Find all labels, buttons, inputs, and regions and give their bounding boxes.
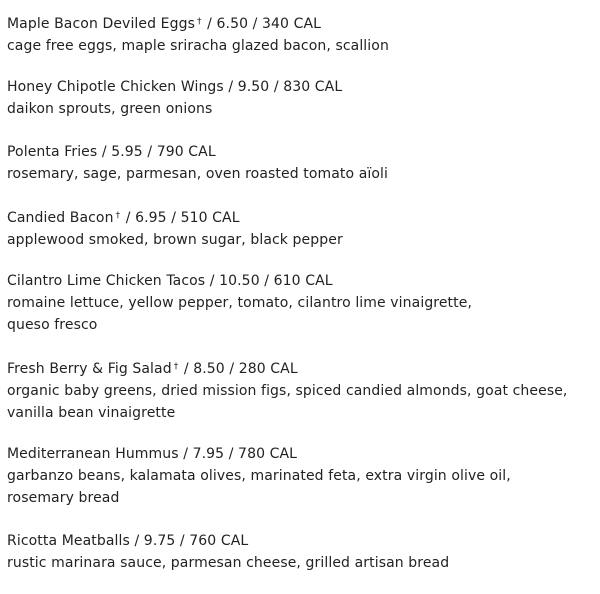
menu-item-description-continued: queso fresco <box>7 317 98 333</box>
menu-item-description-continued: vanilla bean vinaigrette <box>7 405 176 421</box>
menu-item-description: organic baby greens, dried mission figs, spiced candied almonds, goat cheese, <box>7 383 568 399</box>
menu-item-cilantro-lime-chicken-tacos <box>7 270 590 336</box>
menu-item-name: Candied Bacon <box>7 210 114 226</box>
menu-item-ricotta-meatballs <box>7 530 590 574</box>
menu-item-description: applewood smoked, brown sugar, black pepper <box>7 232 343 248</box>
menu-item-maple-bacon-deviled-eggs <box>7 11 590 57</box>
dagger-marker: † <box>173 362 179 372</box>
menu-item-title <box>7 205 590 229</box>
menu-item-title <box>7 270 590 292</box>
menu-item-description: rustic marinara sauce, parmesan cheese, grilled artisan bread <box>7 555 450 571</box>
menu-item-price-calories: / 6.50 / 340 CAL <box>202 16 322 32</box>
menu-item-price-calories: / 9.50 / 830 CAL <box>223 79 343 95</box>
menu-item-title <box>7 530 590 552</box>
menu-item-fresh-berry-fig-salad <box>7 356 590 424</box>
dagger-marker: † <box>115 211 121 221</box>
menu-item-description: daikon sprouts, green onions <box>7 101 213 117</box>
dagger-marker: † <box>197 17 202 27</box>
menu-item-title <box>7 11 590 35</box>
menu-item-description: cage free eggs, maple sriracha glazed bacon, scallion <box>7 38 389 54</box>
menu-item-polenta-fries <box>7 141 590 185</box>
menu-item-title <box>7 76 590 98</box>
menu-item-mediterranean-hummus <box>7 443 590 509</box>
menu-item-description: garbanzo beans, kalamata olives, marinated feta, extra virgin olive oil, <box>7 468 511 484</box>
menu-item-name: Honey Chipotle Chicken Wings <box>7 79 224 95</box>
menu-item-price-calories: / 7.95 / 780 CAL <box>178 446 298 462</box>
menu-item-description-continued: rosemary bread <box>7 490 120 506</box>
menu-item-price-calories: / 8.50 / 280 CAL <box>179 361 298 377</box>
menu-item-description: romaine lettuce, yellow pepper, tomato, cilantro lime vinaigrette, <box>7 295 473 311</box>
menu-item-price-calories: / 6.95 / 510 CAL <box>121 210 240 226</box>
menu-item-price-calories: / 10.50 / 610 CAL <box>205 273 333 289</box>
menu-item-name: Maple Bacon Deviled Eggs <box>7 16 195 32</box>
menu-item-name: Fresh Berry & Fig Salad <box>7 361 172 377</box>
menu-item-price-calories: / 5.95 / 790 CAL <box>97 144 216 160</box>
menu-item-title <box>7 443 590 465</box>
menu-item-name: Ricotta Meatballs <box>7 533 130 549</box>
menu-item-candied-bacon <box>7 205 590 251</box>
menu-item-title <box>7 141 590 163</box>
menu-item-title <box>7 356 590 380</box>
menu-item-price-calories: / 9.75 / 760 CAL <box>129 533 249 549</box>
menu-item-honey-chipotle-chicken-wings <box>7 76 590 120</box>
menu-item-name: Mediterranean Hummus <box>7 446 179 462</box>
menu-item-description: rosemary, sage, parmesan, oven roasted tomato aïoli <box>7 166 389 182</box>
menu-item-name: Polenta Fries <box>7 144 98 160</box>
menu-item-name: Cilantro Lime Chicken Tacos <box>7 273 206 289</box>
